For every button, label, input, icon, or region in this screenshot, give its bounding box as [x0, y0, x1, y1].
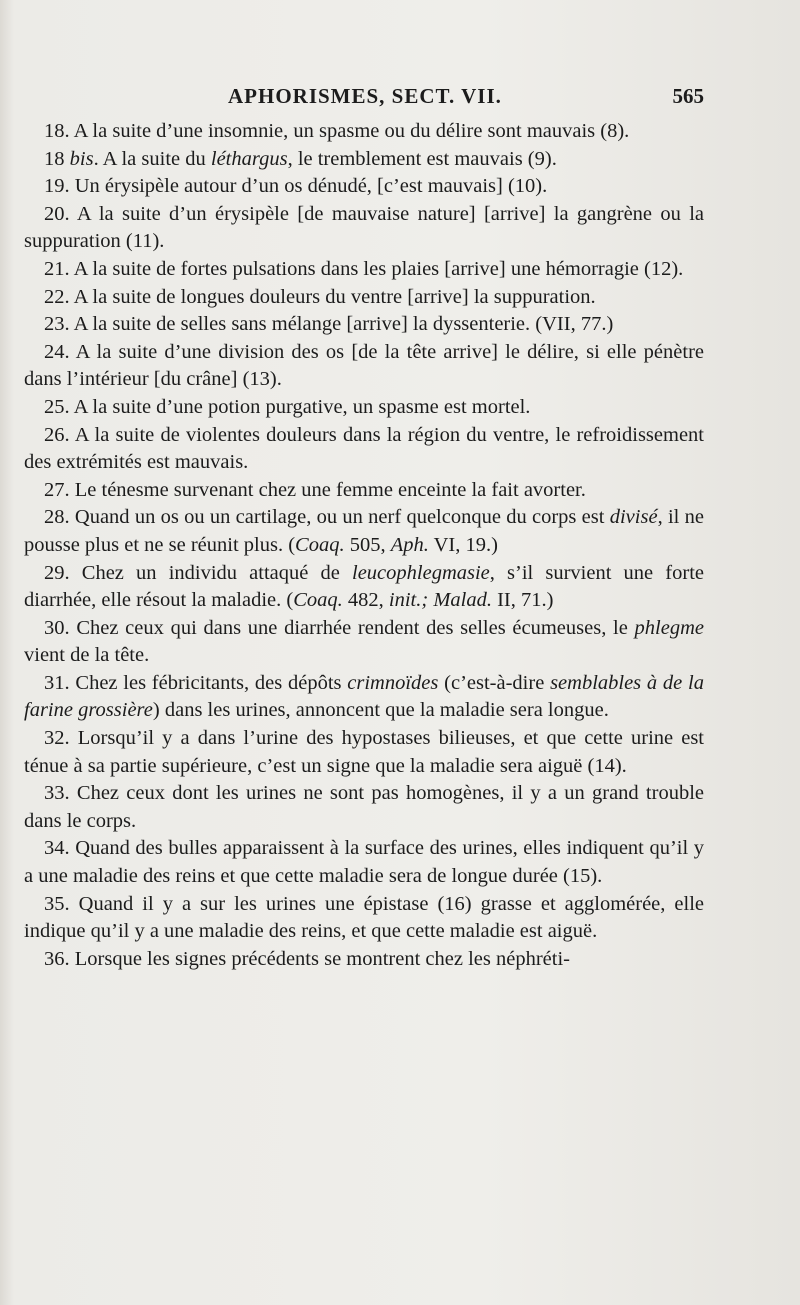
aphorism-text: A la suite de fortes pulsations dans les plaies [arrive] une hémorragie (12).: [73, 257, 684, 280]
aphorism-number: 21.: [44, 257, 70, 280]
aphorism-text: Chez un individu attaqué de: [81, 561, 352, 584]
aphorism-text: 505,: [344, 533, 391, 556]
page-header: [0, 84, 800, 120]
aphorism-text: , le tremblement est mauvais (9).: [287, 147, 557, 170]
aphorism-number: 25.: [44, 395, 70, 418]
italic-text: init.; Malad.: [388, 589, 492, 612]
aphorism-number: 18.: [44, 120, 70, 142]
aphorism-number: 30.: [44, 616, 70, 639]
aphorism-text: ) dans les urines, annoncent que la maladie sera longue.: [152, 699, 609, 722]
aphorism-text: Lorsque les signes précédents se montrent chez les néphréti-: [74, 947, 570, 970]
aphorism-number: 24.: [44, 340, 70, 363]
aphorism: [24, 339, 704, 394]
aphorism-number: 29.: [44, 561, 70, 584]
aphorism-text: , s’il survient une forte diarrhée, elle résout la maladie. (: [24, 561, 705, 612]
italic-text: Aph.: [390, 533, 429, 556]
italic-text: phlegme: [634, 616, 704, 639]
aphorism: [24, 173, 704, 201]
aphorism: [24, 118, 704, 146]
aphorism: [24, 504, 704, 559]
italic-text: bis: [69, 147, 94, 170]
aphorism-text: A la suite de violentes douleurs dans la région du ventre, le refroidissement des extrémités est mauvais.: [24, 423, 704, 474]
aphorism: [24, 560, 704, 615]
aphorism-number: 34.: [44, 837, 70, 860]
aphorism-number: 19.: [44, 175, 70, 198]
aphorism-number: 36.: [44, 947, 70, 970]
aphorism-number: 31.: [44, 671, 70, 694]
aphorism: [24, 477, 704, 505]
aphorism-number: 27.: [44, 478, 70, 501]
italic-text: divisé: [609, 506, 658, 529]
aphorism-number: 32.: [44, 727, 70, 750]
aphorism-text: Chez les fébricitants, des dépôts: [75, 671, 348, 694]
italic-text: semblables à de la farine grossière: [24, 671, 704, 722]
aphorism-number: 28.: [44, 506, 70, 529]
aphorism-number: 18: [44, 147, 65, 170]
aphorism: [24, 891, 704, 946]
aphorism-number: 35.: [44, 892, 70, 915]
aphorism-text: , il ne pousse plus et ne se réunit plus. (: [24, 506, 704, 556]
aphorism-text: II, 71.): [491, 589, 554, 612]
aphorism-number: 33.: [44, 782, 70, 805]
italic-text: crimnoïdes: [347, 671, 439, 694]
page-number: 565: [672, 84, 704, 108]
aphorism: [24, 201, 704, 256]
aphorism-text: (c’est-à-dire: [438, 671, 551, 694]
aphorism-text: Quand des bulles apparaissent à la surface des urines, elles indiquent qu’il y a une maladie des reins et que cette maladie sera de longue durée (15).: [24, 837, 704, 888]
aphorism-text: VI, 19.): [428, 533, 498, 556]
aphorism: [24, 946, 704, 974]
aphorism: [24, 422, 704, 477]
aphorism-number: 20.: [44, 202, 70, 225]
aphorism: [24, 284, 704, 312]
aphorism-text: vient de la tête.: [24, 644, 150, 667]
aphorism-text: Chez ceux dont les urines ne sont pas homogènes, il y a un grand trouble dans le corps.: [24, 782, 704, 832]
aphorism-text: A la suite d’un érysipèle [de mauvaise nature] [arrive] la gangrène ou la suppuration (11).: [24, 202, 704, 253]
aphorism-text: A la suite d’une insomnie, un spasme ou du délire sont mauvais (8).: [73, 120, 630, 142]
aphorism-text: Un érysipèle autour d’un os dénudé, [c’est mauvais] (10).: [74, 175, 548, 198]
aphorism-text: Quand un os ou un cartilage, ou un nerf quelconque du corps est: [74, 506, 610, 529]
aphorism: [24, 780, 704, 835]
aphorism-text: 482,: [342, 589, 389, 612]
italic-text: Coaq.: [293, 589, 343, 612]
aphorism: [24, 311, 704, 339]
aphorism: [24, 394, 704, 422]
aphorism: [24, 835, 704, 890]
italic-text: leucophlegmasie: [352, 561, 490, 584]
aphorism-text: Le ténesme survenant chez une femme enceinte la fait avorter.: [74, 478, 586, 501]
italic-text: Coaq.: [295, 533, 345, 556]
aphorism-text: Lorsqu’il y a dans l’urine des hypostases bilieuses, et que cette urine est ténue à sa partie supérieure, c’est un signe que la maladie sera aiguë (14).: [24, 727, 705, 777]
aphorism-number: 23.: [44, 313, 70, 336]
aphorism-list: [24, 118, 704, 973]
aphorism-text: Quand il y a sur les urines une épistase (16) grasse et agglomérée, elle indique qu’il y a une maladie des reins, et que cette maladie est aiguë.: [24, 892, 705, 943]
aphorism-text: Chez ceux qui dans une diarrhée rendent des selles écumeuses, le: [76, 616, 635, 639]
aphorism-number: 22.: [44, 285, 70, 308]
italic-text: léthargus: [210, 147, 288, 170]
aphorism-text: A la suite de selles sans mélange [arrive] la dyssenterie. (VII, 77.): [73, 313, 614, 336]
aphorism-text: A la suite de longues douleurs du ventre [arrive] la suppuration.: [73, 285, 596, 308]
running-title: APHORISMES, SECT. VII.: [228, 84, 502, 108]
aphorism-text: . A la suite du: [93, 147, 211, 170]
aphorism: [24, 256, 704, 284]
aphorism: [24, 146, 704, 174]
aphorism-text: A la suite d’une division des os [de la tête arrive] le délire, si elle pénètre dans l’intérieur [du crâne] (13).: [24, 340, 705, 391]
aphorism-text: A la suite d’une potion purgative, un spasme est mortel.: [73, 395, 531, 418]
aphorism: [24, 615, 704, 670]
aphorism: [24, 725, 704, 780]
aphorism-number: 26.: [44, 423, 70, 446]
aphorism: [24, 670, 704, 725]
